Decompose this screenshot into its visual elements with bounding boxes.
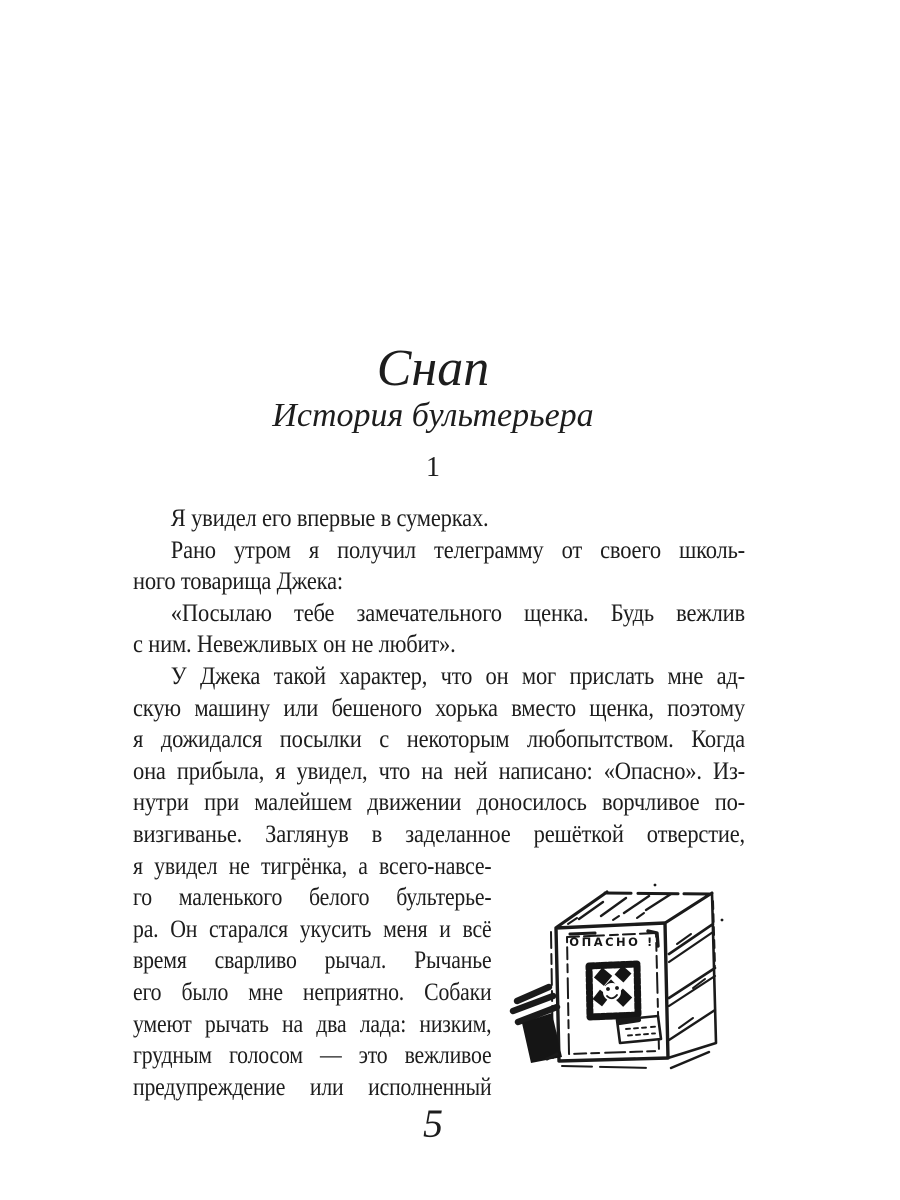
- body-line: скую машину или бешеного хорька вместо щенка, поэтому: [133, 694, 745, 722]
- body-line: ного товарища Джека:: [133, 568, 343, 596]
- body-line: Я увидел его впервые в сумерках.: [170, 505, 489, 532]
- body-line: «Посылаю тебе замечательного щенка. Будь вежлив: [170, 599, 746, 627]
- crate-drawing-svg: [505, 876, 745, 1078]
- body-line: с ним. Невежливых он не любит».: [133, 631, 456, 659]
- body-line: предупреждение или исполненный: [133, 1073, 492, 1101]
- body-line: я дожидался посылки с некоторым любопытством. Когда: [133, 726, 745, 754]
- body-line: ра. Он старался укусить меня и всё: [133, 915, 492, 943]
- chapter-number: 1: [426, 452, 440, 483]
- page-title: Снап: [376, 340, 490, 397]
- body-line: она прибыла, я увидел, что на ней написано: «Опасно». Из-: [133, 757, 745, 785]
- body-line: грудным голосом — это вежливое: [133, 1042, 492, 1070]
- body-line: его было мне неприятно. Собаки: [133, 978, 492, 1006]
- page-subtitle: История бультерьера: [272, 397, 594, 434]
- crate-danger-label: ОПАСНО !: [569, 935, 655, 949]
- crate-illustration: [505, 876, 745, 1078]
- page-number: 5: [423, 1101, 443, 1146]
- body-line: го маленького белого бультерье-: [133, 884, 492, 912]
- body-line: Рано утром я получил телеграмму от своего школь-: [170, 536, 746, 564]
- body-line: визгиванье. Заглянув в заделанное решёткой отверстие,: [133, 820, 745, 848]
- body-line: У Джека такой характер, что он мог прислать мне ад-: [170, 662, 746, 690]
- body-line: нутри при малейшем движении доносилось ворчливое по-: [133, 789, 745, 817]
- body-line: время сварливо рычал. Рычанье: [133, 947, 492, 975]
- body-line: я увидел не тигрёнка, а всего-навсе-: [133, 852, 492, 880]
- body-line: умеют рычать на два лада: низким,: [133, 1010, 492, 1038]
